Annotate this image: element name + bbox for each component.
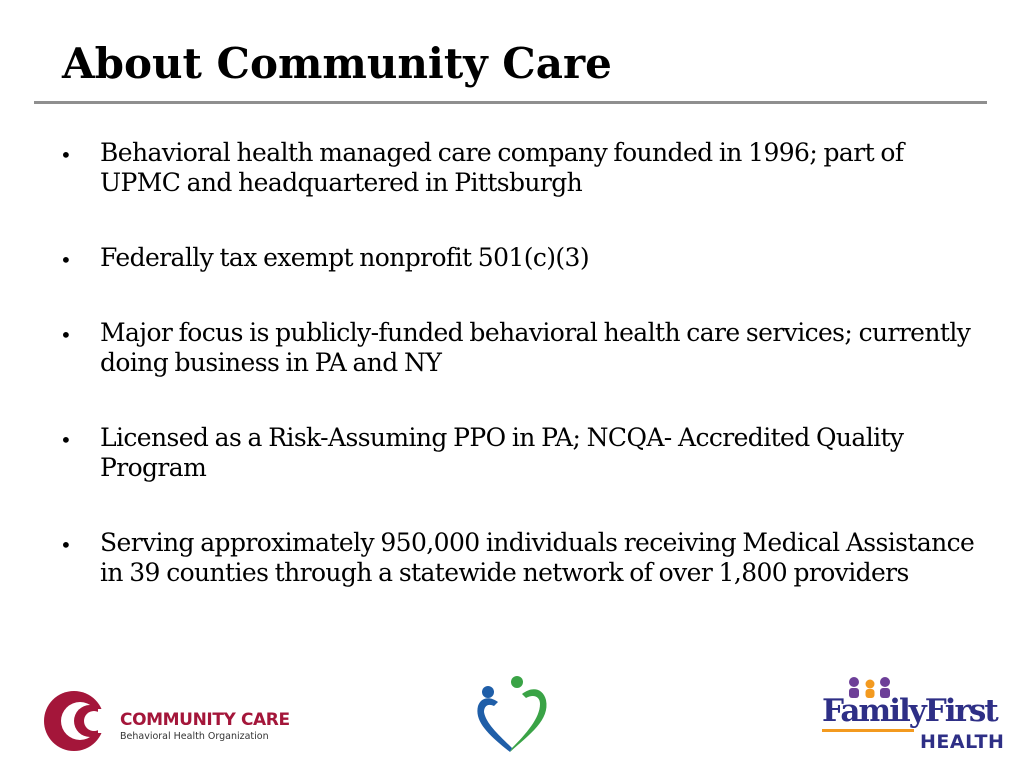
bullet-marker: • <box>60 143 72 167</box>
family-first-health: HEALTH <box>920 731 1005 753</box>
community-care-mark-icon <box>42 689 120 753</box>
bullet-item <box>58 138 978 198</box>
heart-logo <box>470 672 554 756</box>
heart-people-icon <box>470 672 554 756</box>
title-divider <box>34 101 987 104</box>
bullet-marker: • <box>60 533 72 557</box>
slide-title: About Community Care <box>62 39 612 88</box>
family-first-name: FamilyFirst <box>822 693 997 729</box>
bullet-item <box>58 528 978 588</box>
bullet-text: Federally tax exempt nonprofit 501(c)(3) <box>100 243 590 272</box>
bullet-text: Major focus is publicly-funded behavioral health care services; currently doing business in PA and NY <box>100 318 971 377</box>
bullet-item <box>58 423 978 483</box>
bullet-marker: • <box>60 323 72 347</box>
community-care-tagline: Behavioral Health Organization <box>120 731 269 742</box>
community-care-logo <box>42 689 290 753</box>
bullet-text: Licensed as a Risk-Assuming PPO in PA; NCQA- Accredited Quality Program <box>100 423 904 482</box>
bullet-marker: • <box>60 428 72 452</box>
bullet-item <box>58 318 978 378</box>
bullet-text: Serving approximately 950,000 individuals receiving Medical Assistance in 39 counties through a statewide network of over 1,800 providers <box>100 528 975 587</box>
bullet-item <box>58 243 978 275</box>
family-first-health-logo <box>822 676 1005 756</box>
bullet-text: Behavioral health managed care company founded in 1996; part of UPMC and headquartered in Pittsburgh <box>100 138 904 197</box>
community-care-name: COMMUNITY CARE <box>120 710 290 730</box>
bullet-marker: • <box>60 248 72 272</box>
